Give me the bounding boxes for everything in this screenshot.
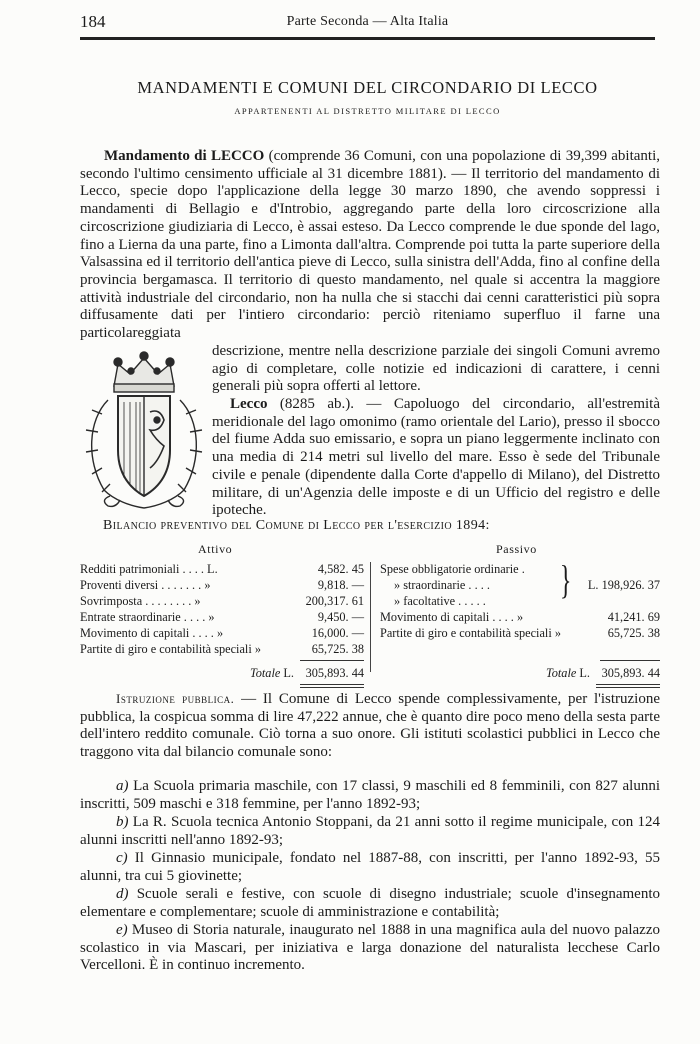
section-subtitle: APPARTENENTI AL DISTRETTO MILITARE DI LECCO <box>234 106 501 116</box>
passivo-total-amount: 305,893. 44 <box>601 666 660 680</box>
table-row <box>80 642 364 658</box>
istruzione-text: — Il Comune di Lecco spende complessivamente, per l'istruzione pubblica, la cospicua somma di lire 47,222 annue, che è quanto dire poco meno della sesta parte dell'intero reddito comunale. Ciò torna a suo onore. Gli istituti scolastici pubblici in Lecco che traggono vita dal bilancio comunale sono: <box>80 691 660 761</box>
column-divider <box>370 562 371 672</box>
attivo-amount: 9,450. — <box>317 610 364 624</box>
attivo-total-currency: L. <box>283 666 294 680</box>
item-letter: a) <box>116 778 129 794</box>
table-row <box>80 626 364 642</box>
attivo-total-rule-2 <box>300 687 364 688</box>
passivo-heading: Passivo <box>496 542 537 556</box>
item-text: Scuole serali e festive, con scuole di disegno industriale; scuole d'insegnamento elementare e complementare; scuole di amministrazione e contabilità; <box>80 886 660 920</box>
passivo-total-rule-2 <box>596 687 660 688</box>
table-row <box>380 610 660 626</box>
header-rule <box>80 37 655 40</box>
attivo-label: Sovrimposta . . . . . . . . » <box>80 594 201 608</box>
attivo-amount: 16,000. — <box>311 626 364 640</box>
lecco-lead: Lecco <box>230 396 268 412</box>
table-row <box>380 562 660 578</box>
attivo-amount: 4,582. 45 <box>317 562 364 576</box>
intro-continuation: descrizione, mentre nella descrizione parziale dei singoli Comuni avremo agio di completare, colle notizie ed indicazioni di carattere, i cenni generali più sopra offerti al lettore. <box>212 343 660 395</box>
running-head: Parte Seconda — Alta Italia <box>286 14 449 29</box>
page-header <box>80 6 655 34</box>
attivo-label: Entrate straordinarie . . . . » <box>80 610 215 624</box>
intro-text: (comprende 36 Comuni, con una popolazione di 39,399 abitanti, secondo l'ultimo censimento ufficiale al 31 dicembre 1881). — Il territorio del mandamento di Lecco, specie dopo l'applicazione della legge 30 marzo 1890, che avendo soppressi i mandamenti di Bellagio e d'Introbio, aggregando parte della loro circoscrizione alla circoscrizione giudiziaria di Lecco, è assai esteso. Da Lecco comprende le due sponde del lago, fino a Lierna da una parte, fino a Limonta dall'altra. Comprende poi tutta la parte superiore della Valsassina ed il territorio dell'antica pieve di Lecco, sulla sinistra dell'Adda, fino al confine della provincia bergamasca. Il territorio di questo mandamento, nel quale si accentra la maggiore attività industriale del circondario, non ha nulla che si stacchi dai cenni caratteristici più sopra diffusamente dati per l'intiero circondario: perciò riteniamo superfluo il farne una particolareggiata <box>80 148 661 342</box>
attivo-total-label-group <box>250 666 294 681</box>
passivo-total-label-group <box>546 666 590 681</box>
passivo-total-rule-1 <box>596 684 660 685</box>
passivo-label: » facoltative . . . . . <box>394 594 486 608</box>
passivo-amount: 65,725. 38 <box>607 626 660 640</box>
passivo-total-row <box>380 666 660 682</box>
attivo-amount: 65,725. 38 <box>311 642 364 656</box>
intro-paragraph <box>80 148 660 343</box>
passivo-total-label: Totale <box>546 666 577 680</box>
attivo-total-label: Totale <box>250 666 281 680</box>
passivo-label: Spese obbligatorie ordinarie . <box>380 562 525 576</box>
attivo-label: Redditi patrimoniali . . . . L. <box>80 562 218 576</box>
attivo-total-amount: 305,893. 44 <box>305 666 364 680</box>
table-row <box>380 594 660 610</box>
item-text: Museo di Storia naturale, inaugurato nel 1888 in una magnifica aula del nuovo palazzo scolastico in via Mascari, per iniziativa e larga donazione del naturalista lecchese Carlo Vercelloni. È in continuo incremento. <box>80 922 660 974</box>
budget-title: Bilancio preventivo del Comune di Lecco per l'esercizio 1894: <box>103 518 490 533</box>
attivo-amount: 200,317. 61 <box>305 594 364 608</box>
item-letter: b) <box>116 814 129 830</box>
attivo-total-row <box>80 666 364 682</box>
attivo-label: Partite di giro e contabilità speciali » <box>80 642 261 656</box>
attivo-amount: 9,818. — <box>317 578 364 592</box>
item-letter: c) <box>116 850 128 866</box>
passivo-label: » straordinarie . . . . <box>394 578 490 592</box>
istruzione-paragraph <box>80 690 660 762</box>
table-row <box>578 578 660 594</box>
item-text: La R. Scuola tecnica Antonio Stoppani, da 21 anni sotto il regime municipale, con 124 alunni inscritti nell'anno 1892-93; <box>80 814 660 848</box>
list-item <box>80 814 660 849</box>
page-number: 184 <box>80 12 106 31</box>
list-item <box>80 850 660 885</box>
lecco-coat-of-arms-icon <box>80 350 208 510</box>
attivo-total-rule-1 <box>300 684 364 685</box>
brace-icon: } <box>559 557 572 602</box>
passivo-sum-rule <box>600 660 660 661</box>
table-row <box>380 626 660 642</box>
attivo-label: Movimento di capitali . . . . » <box>80 626 224 640</box>
attivo-heading: Attivo <box>198 542 233 556</box>
passivo-label: Partite di giro e contabilità speciali » <box>380 626 561 640</box>
attivo-sum-rule <box>300 660 364 661</box>
passivo-total-currency: L. <box>579 666 590 680</box>
table-row <box>80 562 364 578</box>
item-letter: d) <box>116 886 129 902</box>
budget-table <box>80 540 660 680</box>
section-title: MANDAMENTI E COMUNI DEL CIRCONDARIO DI LECCO <box>137 78 598 97</box>
item-letter: e) <box>116 922 128 938</box>
table-row <box>80 578 364 594</box>
item-text: La Scuola primaria maschile, con 17 classi, 9 maschili ed 8 femminili, con 827 alunni inscritti, 509 maschi e 318 femmine, per l'anno 1892-93; <box>80 778 660 812</box>
lecco-text: (8285 ab.). — Capoluogo del circondario, all'estremità meridionale del lago omonimo (ramo orientale del Lario), presso il sbocco del fiume Adda suo emissario, e sopra un piano leggermente inclinato con una media di 214 metri sul livello del mare. Esso è sede del Tribunale civile e penale (dipendente dalla Corte d'appello di Milano), del Distretto militare, di un'Agenzia delle imposte e di un Ufficio del registro e delle ipoteche. <box>212 396 660 519</box>
list-item <box>80 778 660 813</box>
intro-lead: Mandamento di LECCO <box>104 148 265 164</box>
passivo-brace-amount: L. 198,926. 37 <box>587 578 660 592</box>
list-item <box>80 886 660 921</box>
lecco-paragraph <box>212 396 660 520</box>
list-item <box>80 922 660 975</box>
passivo-amount: 41,241. 69 <box>607 610 660 624</box>
passivo-label: Movimento di capitali . . . . » <box>380 610 524 624</box>
table-row <box>80 610 364 626</box>
attivo-label: Proventi diversi . . . . . . . » <box>80 578 211 592</box>
table-row <box>80 594 364 610</box>
item-text: Il Ginnasio municipale, fondato nel 1887-88, con inscritti, per l'anno 1892-93, 55 alunni, tra cui 5 giovinette; <box>80 850 660 884</box>
istruzione-lead: Istruzione pubblica. <box>116 691 235 706</box>
